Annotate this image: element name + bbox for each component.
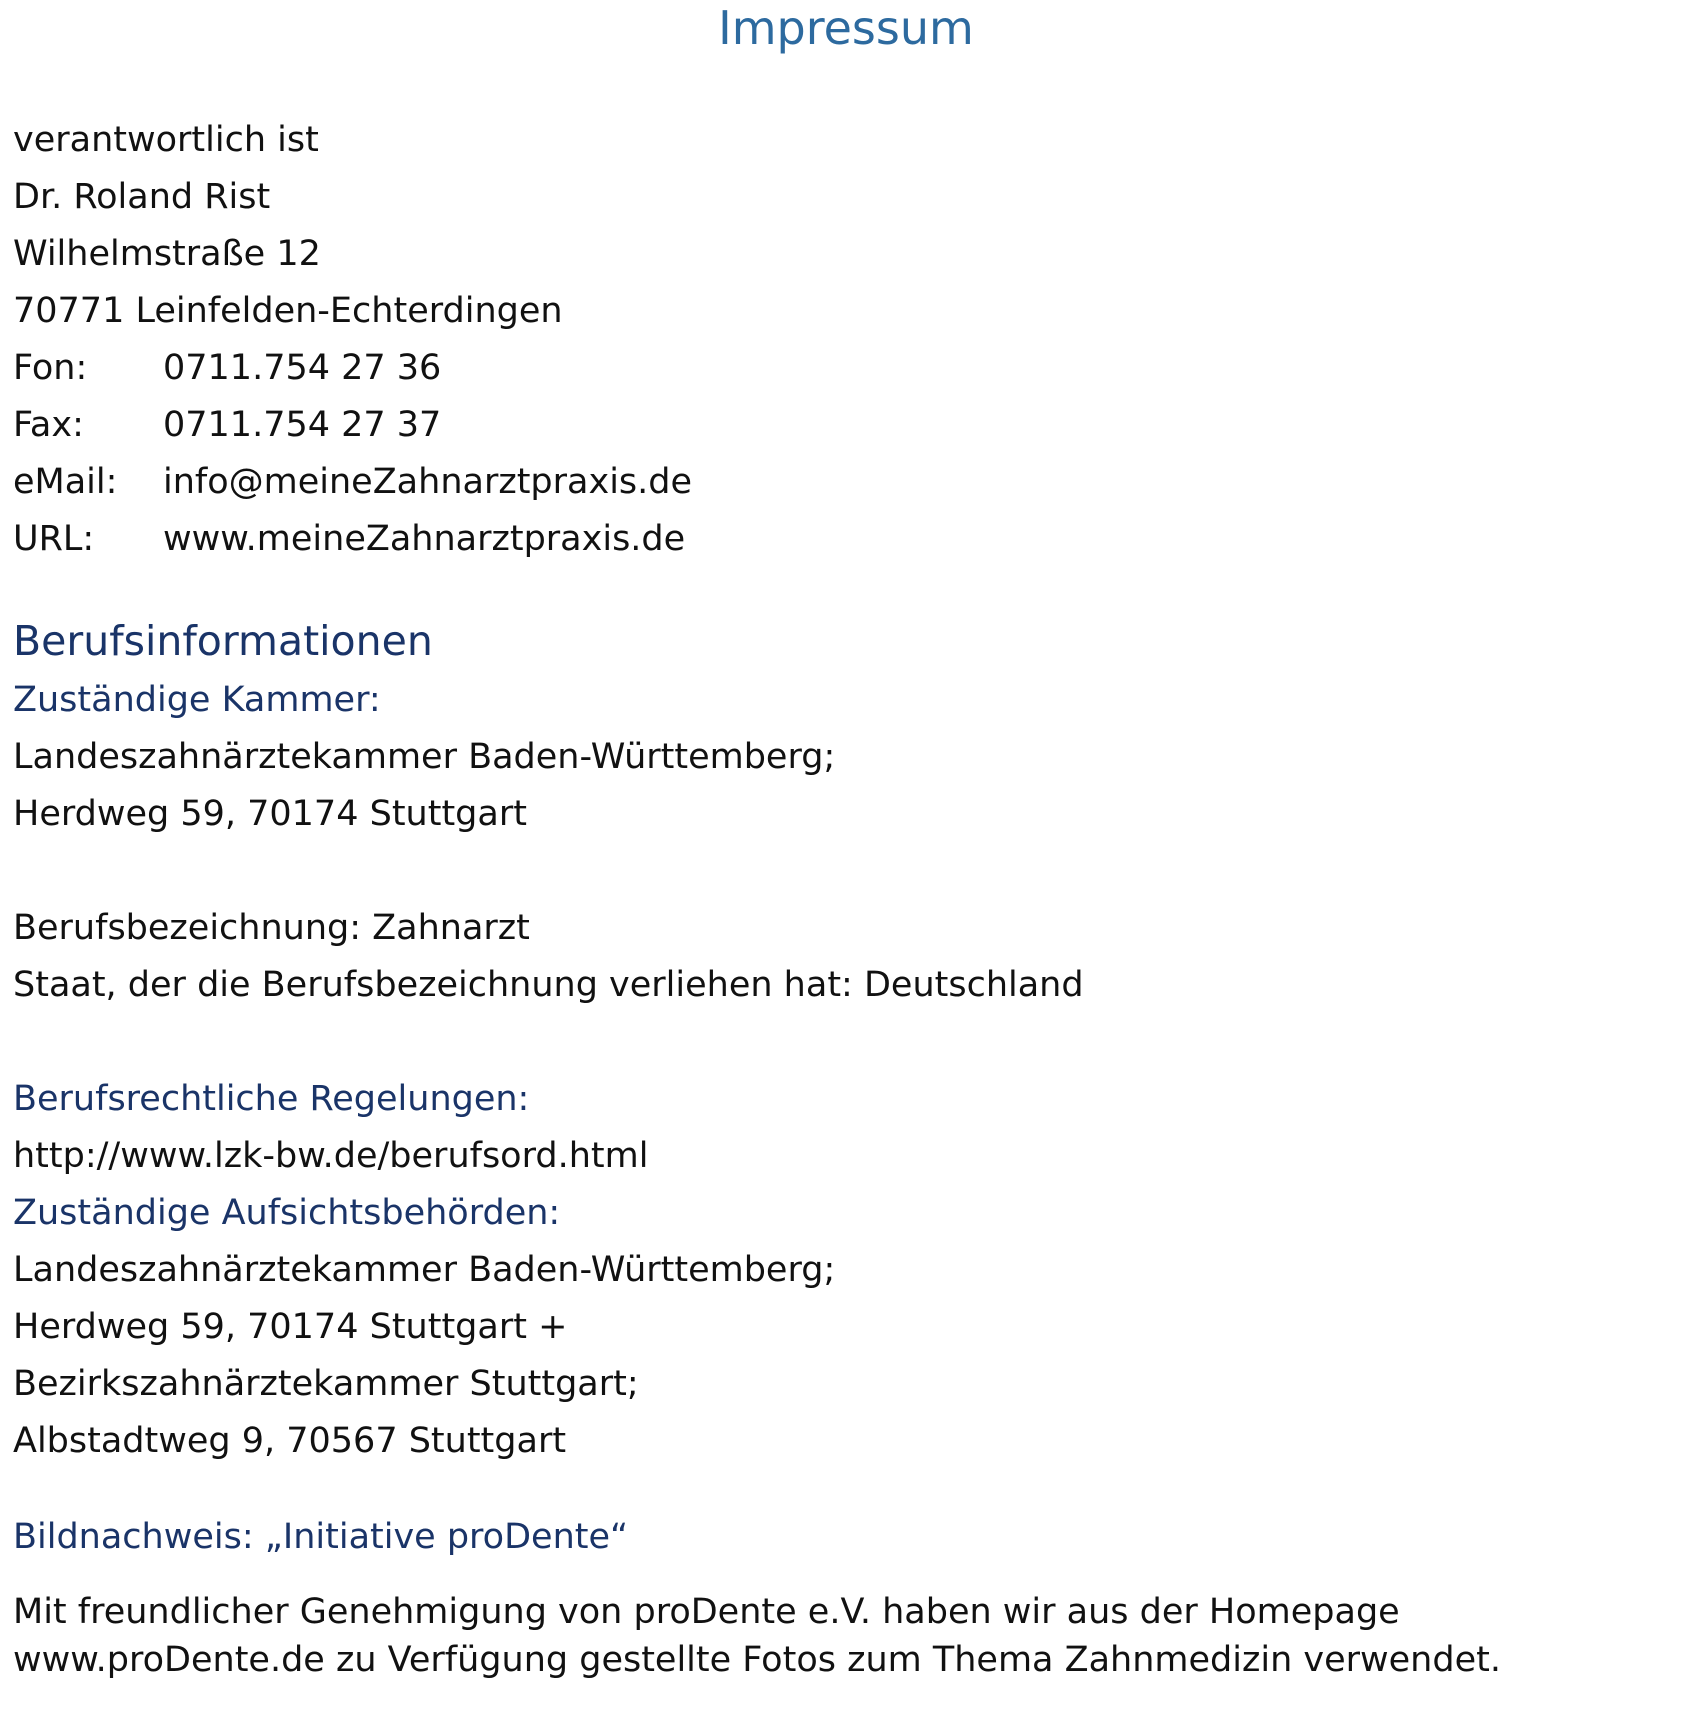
regelungen-link[interactable]: http://www.lzk-bw.de/berufsord.html: [13, 1136, 649, 1176]
kammer-line-2: Herdweg 59, 70174 Stuttgart: [13, 794, 527, 834]
responsible-intro: verantwortlich ist: [13, 120, 319, 160]
url-row: [13, 517, 686, 561]
aufsicht-line-1: Landeszahnärztekammer Baden-Württemberg;: [13, 1250, 836, 1290]
bildnachweis-text-2: www.proDente.de zu Verfügung gestellte Fotos zum Thema Zahnmedizin verwendet.: [13, 1640, 1501, 1680]
page-title: Impressum: [718, 1, 974, 55]
email-link[interactable]: info@meineZahnarztpraxis.de: [163, 462, 693, 502]
fax-row: [13, 403, 442, 447]
aufsicht-line-2: Herdweg 59, 70174 Stuttgart +: [13, 1307, 568, 1347]
berufsinformationen-heading: Berufsinformationen: [13, 617, 433, 665]
staat-line: Staat, der die Berufsbezeichnung verliehen hat: Deutschland: [13, 965, 1084, 1005]
fax-label: Fax:: [13, 405, 84, 445]
responsible-city: 70771 Leinfelden-Echterdingen: [13, 291, 563, 331]
aufsicht-heading: Zuständige Aufsichtsbehörden:: [13, 1193, 561, 1233]
bildnachweis-text-1: Mit freundlicher Genehmigung von proDente e.V. haben wir aus der Homepage: [13, 1592, 1400, 1632]
email-row: [13, 460, 693, 504]
email-label: eMail:: [13, 462, 118, 502]
regelungen-heading: Berufsrechtliche Regelungen:: [13, 1079, 530, 1119]
fon-row: [13, 346, 442, 390]
url-link[interactable]: www.meineZahnarztpraxis.de: [163, 519, 686, 559]
bildnachweis-heading: Bildnachweis: „Initiative proDente“: [13, 1517, 629, 1557]
fax-value: 0711.754 27 37: [163, 405, 442, 445]
berufsbezeichnung: Berufsbezeichnung: Zahnarzt: [13, 908, 530, 948]
fon-value: 0711.754 27 36: [163, 348, 442, 388]
kammer-heading: Zuständige Kammer:: [13, 680, 381, 720]
kammer-line-1: Landeszahnärztekammer Baden-Württemberg;: [13, 737, 836, 777]
aufsicht-line-4: Albstadtweg 9, 70567 Stuttgart: [13, 1421, 567, 1461]
aufsicht-line-3: Bezirkszahnärztekammer Stuttgart;: [13, 1364, 639, 1404]
fon-label: Fon:: [13, 348, 88, 388]
responsible-name: Dr. Roland Rist: [13, 177, 271, 217]
url-label: URL:: [13, 519, 95, 559]
responsible-street: Wilhelmstraße 12: [13, 234, 321, 274]
